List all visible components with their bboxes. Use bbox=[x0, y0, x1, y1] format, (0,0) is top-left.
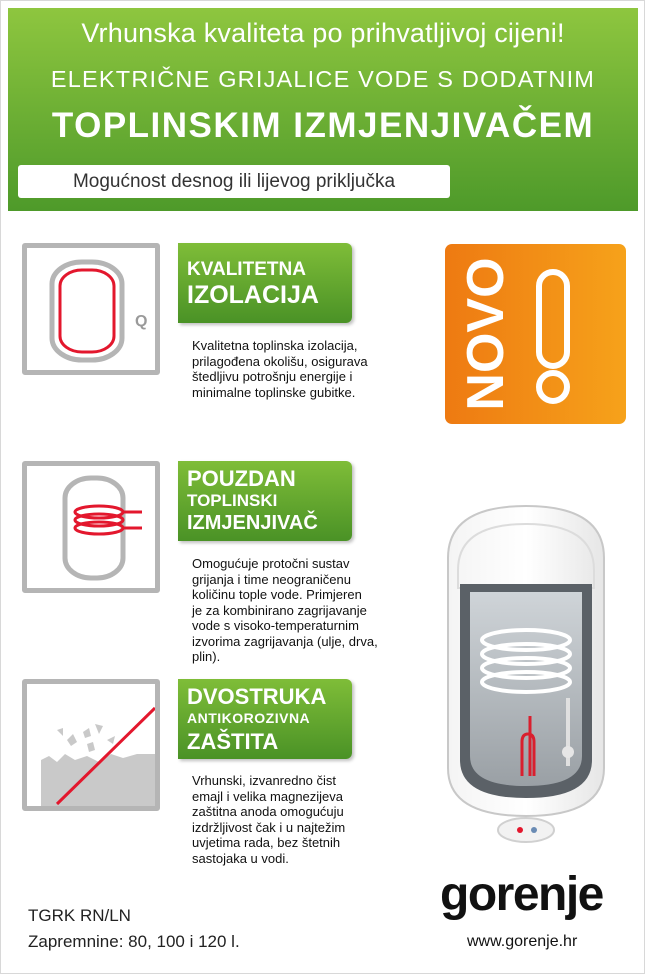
model-name: TGRK RN/LN bbox=[28, 906, 131, 925]
header-banner bbox=[8, 8, 638, 211]
desc-line: je za kombinirano zagrijavanje bbox=[192, 602, 367, 618]
product-headline: TOPLINSKIM IZMJENJIVAČEM bbox=[51, 106, 595, 145]
capacity-text: Zapremnine: 80, 100 i 120 l. bbox=[28, 932, 240, 951]
water-heater-cutaway-image bbox=[438, 498, 614, 848]
desc-line: izvorima zagrijavanja (ulje, drva, bbox=[192, 633, 378, 649]
feature-title-line: KVALITETNA bbox=[187, 259, 306, 280]
feature-title-corrosion bbox=[178, 679, 352, 759]
desc-line: grijanja i time neograničenu bbox=[192, 571, 351, 587]
exclamation-icon bbox=[539, 272, 567, 401]
desc-line: sastojaka u vodi. bbox=[192, 850, 289, 866]
novo-text: NOVO bbox=[457, 257, 515, 411]
feature-title-line: IZMJENJIVAČ bbox=[187, 512, 318, 534]
headline: Vrhunska kvaliteta po prihvatljivoj cijeni! bbox=[81, 18, 565, 48]
desc-line: Vrhunski, izvanredno čist bbox=[192, 773, 337, 788]
desc-line: prilagođena okolišu, osigurava bbox=[192, 353, 368, 369]
gorenje-logo: gorenje bbox=[440, 868, 603, 921]
subheadline: ELEKTRIČNE GRIJALICE VODE S DODATNIM bbox=[50, 66, 596, 92]
feature-title-line: ZAŠTITA bbox=[187, 729, 279, 754]
feature-desc-exchanger bbox=[192, 556, 378, 665]
boiler-heat-exchanger-icon bbox=[22, 461, 160, 593]
desc-line: uvjetima rada, bez štetnih bbox=[192, 835, 341, 850]
feature-title-line: ANTIKOROZIVNA bbox=[187, 710, 311, 726]
desc-line: količinu tople vode. Primjeren bbox=[192, 587, 362, 602]
desc-line: Kvalitetna toplinska izolacija, bbox=[192, 338, 358, 353]
feature-desc-insulation bbox=[192, 338, 368, 400]
desc-line: minimalne toplinske gubitke. bbox=[192, 384, 356, 400]
connection-note: Mogućnost desnog ili lijevog priključka bbox=[18, 165, 450, 198]
feature-title-line: POUZDAN bbox=[187, 466, 296, 491]
feature-title-line: IZOLACIJA bbox=[187, 281, 319, 309]
novo-badge bbox=[445, 244, 626, 424]
q-letter: Q bbox=[135, 313, 148, 330]
no-corrosion-icon bbox=[22, 679, 160, 811]
feature-title-line: DVOSTRUKA bbox=[187, 684, 327, 709]
desc-line: zaštitna anoda omogućuju bbox=[192, 804, 344, 819]
feature-title-line: TOPLINSKI bbox=[187, 491, 278, 510]
website-url: www.gorenje.hr bbox=[467, 933, 578, 950]
feature-title-insulation bbox=[178, 243, 352, 323]
desc-line: plin). bbox=[192, 649, 221, 664]
desc-line: Omogućuje protočni sustav bbox=[192, 556, 350, 571]
desc-line: izdržljivost čak i u najtežim bbox=[192, 819, 346, 835]
insulated-boiler-icon bbox=[22, 243, 160, 375]
feature-desc-corrosion bbox=[192, 773, 345, 866]
desc-line: vode s visoko-temperaturnim bbox=[192, 618, 359, 633]
feature-title-exchanger bbox=[178, 461, 352, 541]
desc-line: emajl i velika magnezijeva bbox=[192, 788, 344, 804]
desc-line: štedljivu potrošnju energije i bbox=[192, 369, 353, 384]
